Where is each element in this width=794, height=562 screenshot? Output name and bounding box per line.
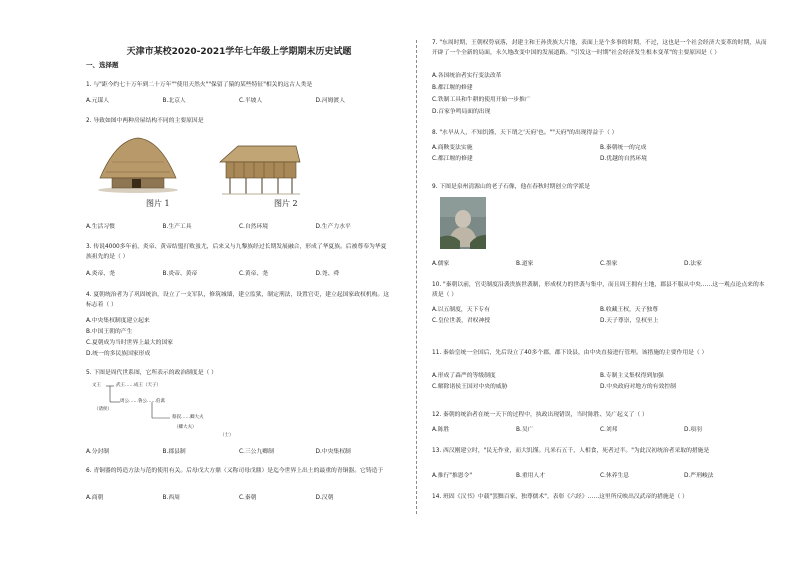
- question-4: 4. 夏朝统治者为了巩固统治，设立了一支军队，修筑城墙，建立监狱，制定刑法，设置官吏，建立起国家政权机构。这标志着（ ）: [86, 292, 390, 308]
- option: A.炎帝、尧: [86, 271, 115, 277]
- question-7: 7. "东周时期，王朝权势衰落，封建主和王孙贵族大片地，表面上是个多事的时期，不过，这也是一个社会经济大变革的时期，从而开辟了一个全新的局面，永久地改变中国的发展道路。"引发这一时期"社会经济发生根本变革"的主要原因是（ ）: [432, 40, 767, 56]
- option: C.墨家: [600, 261, 618, 267]
- question-10-options-row-1: [432, 304, 768, 313]
- question-1: 1. 与"距今约七十万年到二十万年""使用天然火""保留了猿的某些特征"相关的远古人类是: [86, 82, 313, 88]
- option: B.郡县制: [162, 449, 186, 455]
- option: C.解除诸侯王国对中央的威胁: [432, 384, 508, 390]
- option: C.黄帝、尧: [239, 271, 269, 277]
- diagram-label: 武王……成王（天子）: [116, 383, 161, 388]
- option: A.分封制: [86, 449, 110, 455]
- image-2-caption: 图片 2: [274, 199, 298, 208]
- question-10: 10. "秦朝以前，官吏制度沿袭贵族世袭制，形成权力的世袭与集中，而且周王拥有土地，郡县不服从中央……这一观点论点来的本质是（ ）: [432, 282, 765, 298]
- option: B.道家: [516, 261, 534, 267]
- option: B.专制主义集权得到加强: [600, 373, 664, 379]
- option: A.以五制度，天下专有: [432, 307, 490, 313]
- question-3-options: [86, 268, 392, 277]
- question-6: 6. 青铜器的铸造方法与范的使用有关。后母戊大方鼎（又称司母戊鼎）是迄今世界上出土的最重的青铜器。它铸造于: [86, 468, 384, 474]
- option: A.生活习惯: [86, 224, 115, 230]
- option: C.三公九卿制: [239, 449, 274, 455]
- option: C.自然环境: [239, 224, 269, 230]
- round-hut-image: [96, 136, 180, 194]
- question-12: 12. 秦朝的统治者在统一天下的过程中，执政出现错误，当时陈胜、吴广起义了（ ）: [432, 412, 648, 418]
- question-12-options: [432, 424, 768, 433]
- option: D.中央政府对地方的有效控制: [600, 384, 676, 390]
- option: B.北京人: [162, 98, 186, 104]
- option: C.夏朝成为当时世界上最大的国家: [86, 340, 174, 346]
- option: A.陈胜: [432, 427, 450, 433]
- image-1-caption: 图片 1: [146, 199, 170, 208]
- option: A.形成了森严的等级制度: [432, 373, 496, 379]
- option: C.刘邦: [600, 427, 618, 433]
- option: B.重用人才: [516, 473, 546, 479]
- option: C.休养生息: [600, 473, 630, 479]
- laozi-statue-photo: [440, 197, 486, 249]
- option: A.儒家: [432, 261, 450, 267]
- option: C.皇位世袭，君权神授: [432, 318, 491, 324]
- option: D.天子尊崇，皇权至上: [600, 318, 659, 324]
- question-3: 3. 传说4000多年前，炎帝、黄帝结盟打败蚩尤，后来又与九黎族经过长期发展融合，形成了华夏族。后被尊奉为华夏族祖先的是（ ）: [86, 244, 387, 260]
- question-8-options-row-1: [432, 142, 768, 151]
- question-6-options: [86, 492, 392, 501]
- question-9-options: [432, 258, 768, 267]
- diagram-label: （诸侯）: [94, 407, 112, 412]
- option: D.百家争鸣局面的出现: [432, 109, 491, 115]
- question-10-options-row-2: [432, 315, 768, 324]
- option: B.收藏王权，天子独尊: [600, 307, 658, 313]
- option: D.项羽: [684, 427, 702, 433]
- column-divider: [416, 40, 417, 514]
- zhou-lineage-diagram: [92, 382, 252, 442]
- option: D.生产力水平: [315, 224, 351, 230]
- option: D.优越的自然环境: [600, 156, 647, 162]
- question-8: 8. "水旱从人，不知饥馑，天下谓之'天府'也。""天府"的出现得益于（ ）: [432, 130, 618, 136]
- option: C.秦朝: [239, 495, 257, 501]
- question-8-options-row-2: [432, 153, 768, 162]
- option: C.铁制工具和牛耕的使用开始一步推广: [432, 97, 531, 103]
- question-9: 9. 下图是泉州清源山的老子石像，他在春秋时期创立的学派是: [432, 184, 591, 190]
- question-11-options-row-1: [432, 370, 768, 379]
- question-5: 5. 下图是周代世系图，它所表示的政治制度是（ ）: [86, 370, 217, 376]
- option: B.西周: [162, 495, 180, 501]
- option: A.中央集权制度建立起来: [86, 318, 150, 324]
- question-13-options: [432, 470, 768, 479]
- option: B.中国王朝的产生: [86, 329, 133, 335]
- option: D.中央集权制: [315, 449, 351, 455]
- option: B.炎帝、黄帝: [162, 271, 198, 277]
- diagram-label: （卿大夫）: [174, 425, 197, 430]
- question-11-options-row-2: [432, 381, 768, 390]
- option: B.都江堰的修建: [432, 85, 473, 91]
- option: A.推行"推恩令": [432, 473, 473, 479]
- question-1-options: [86, 95, 392, 104]
- option: A.各国统治者实行变法改革: [432, 73, 502, 79]
- question-2: 2. 导致如图中两种房屋结构不同的主要原因是: [86, 118, 204, 124]
- diagram-label: 蔡叔……卿大夫: [172, 415, 204, 420]
- option: A.元谋人: [86, 98, 110, 104]
- option: D.河姆渡人: [315, 98, 345, 104]
- option: D.法家: [684, 261, 702, 267]
- question-14: 14. 班固《汉书》中载"罢黜百家，独尊儒术"，表彰《六经》……这里所反映出汉武帝的措施是（ ）: [432, 494, 688, 500]
- diagram-label: （士）: [220, 433, 234, 438]
- option: B.吴广: [516, 427, 534, 433]
- option: B.秦朝统一的完成: [600, 145, 647, 151]
- option: D.汉朝: [315, 495, 334, 501]
- option: C.半坡人: [239, 98, 263, 104]
- option: D.尧、舜: [315, 271, 340, 277]
- stilt-house-image: [216, 144, 302, 196]
- question-2-options: [86, 221, 392, 230]
- option: A.商鞅变法实施: [432, 145, 473, 151]
- question-11: 11. 秦始皇统一全国后，先后设立了40多个郡，郡下设县，由中央直接进行管理。该措施的主要作用是（ ）: [432, 350, 708, 356]
- option: D.严刑峻法: [684, 473, 714, 479]
- question-5-options: [86, 446, 392, 455]
- diagram-label: 周公……鲁公……伯禽: [120, 399, 165, 404]
- option: A.商朝: [86, 495, 104, 501]
- option: B.生产工具: [162, 224, 192, 230]
- option: D.统一的多民族国家形成: [86, 351, 151, 357]
- page-title: 天津市某校2020-2021学年七年级上学期期末历史试题: [126, 47, 352, 57]
- option: C.都江堰的修建: [432, 156, 473, 162]
- question-13: 13. 西汉刚建立时，"民无作业，而大饥馑。凡米石五千，人相食，死者过半。"为此汉初统治者采取的措施是: [432, 448, 710, 454]
- diagram-label: 文王: [92, 383, 101, 388]
- section-heading: 一、选择题: [86, 61, 119, 69]
